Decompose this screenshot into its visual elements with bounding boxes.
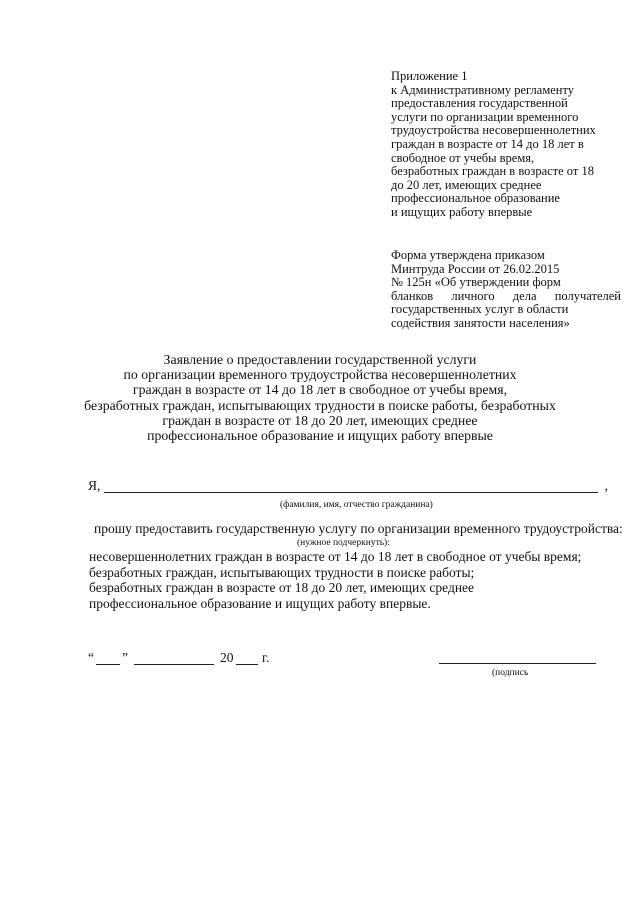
appendix-line: Приложение 1 bbox=[391, 69, 468, 83]
appendix-header bbox=[391, 70, 621, 220]
service-option[interactable]: несовершеннолетних граждан в возрасте от 14 до 18 лет в свободное от учебы время; bbox=[89, 549, 582, 564]
title-line: безработных граждан, испытывающих трудности в поиске работы, безработных bbox=[84, 397, 556, 413]
service-option[interactable]: безработных граждан в возрасте от 18 до 20 лет, имеющих среднее bbox=[89, 580, 475, 596]
appendix-line: к Административному регламенту bbox=[391, 82, 575, 97]
year-field[interactable] bbox=[236, 664, 258, 665]
signature-caption: (подпись bbox=[492, 668, 529, 678]
appendix-line: свободное от учебы время, bbox=[391, 150, 535, 165]
appendix-line: профессиональное образование bbox=[391, 191, 560, 206]
appendix-line: и ищущих работу впервые bbox=[391, 204, 533, 219]
appendix-line: трудоустройства несовершеннолетних bbox=[391, 123, 596, 138]
appendix-line: граждан в возрасте от 14 до 18 лет в bbox=[391, 136, 584, 151]
applicant-name-field[interactable] bbox=[104, 492, 598, 493]
signature-field[interactable] bbox=[439, 663, 596, 664]
month-field[interactable] bbox=[134, 664, 214, 665]
title-line: граждан в возрасте от 18 до 20 лет, имеющих среднее bbox=[162, 412, 478, 428]
applicant-name-row bbox=[88, 478, 608, 498]
appendix-line: предоставления государственной bbox=[391, 96, 568, 111]
day-field[interactable] bbox=[96, 664, 120, 665]
year-prefix: 20 bbox=[220, 650, 234, 665]
service-option[interactable]: безработных граждан, испытывающих трудности в поиске работы; bbox=[89, 564, 475, 580]
approval-line: государственных услуг в области bbox=[391, 302, 569, 317]
approval-line: Минтруда России от 26.02.2015 bbox=[391, 261, 560, 276]
appendix-line: до 20 лет, имеющих среднее bbox=[391, 177, 542, 192]
date-open-quote: “ bbox=[88, 650, 94, 665]
title-line: по организации временного трудоустройства несовершеннолетних bbox=[123, 367, 517, 383]
service-options bbox=[89, 549, 581, 611]
appendix-line: безработных граждан в возрасте от 18 bbox=[391, 164, 594, 179]
date-close-quote: ” bbox=[122, 650, 128, 665]
date-row bbox=[88, 650, 288, 670]
appendix-line: услуги по организации временного bbox=[391, 109, 579, 124]
applicant-name-caption: (фамилия, имя, отчество гражданина) bbox=[280, 500, 433, 510]
application-title bbox=[70, 352, 570, 443]
request-hint: (нужное подчеркнуть): bbox=[297, 538, 390, 548]
year-suffix: г. bbox=[262, 650, 270, 665]
applicant-suffix: , bbox=[604, 478, 608, 493]
approval-line: содействия занятости населения» bbox=[391, 315, 570, 330]
title-line: граждан в возрасте от 14 до 18 лет в свободное от учебы время, bbox=[132, 382, 508, 398]
service-option[interactable]: профессиональное образование и ищущих работу впервые. bbox=[89, 595, 431, 611]
title-line: профессиональное образование и ищущих работу впервые bbox=[147, 428, 493, 444]
request-text: прошу предоставить государственную услугу по организации временного трудоустройства: bbox=[94, 521, 623, 536]
form-approval-note bbox=[391, 249, 621, 331]
approval-line: Форма утверждена приказом bbox=[391, 248, 545, 262]
applicant-prefix: Я, bbox=[88, 478, 101, 493]
approval-line: бланков личного дела получателей bbox=[391, 288, 621, 303]
title-line: Заявление о предоставлении государственной услуги bbox=[163, 352, 477, 367]
approval-line: № 125н «Об утверждении форм bbox=[391, 275, 561, 290]
